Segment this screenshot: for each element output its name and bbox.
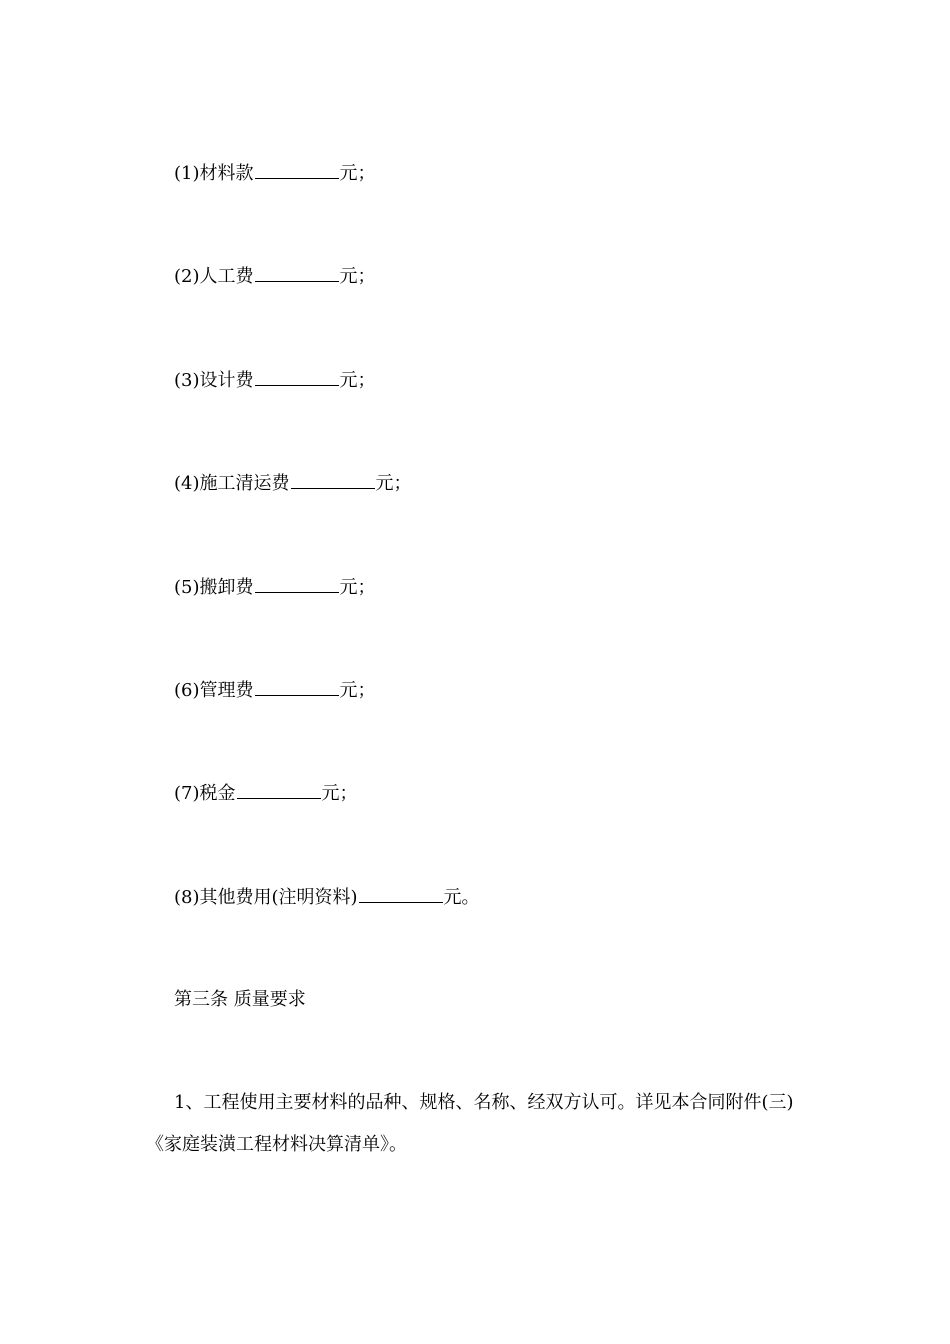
fee-label: (7)税金 — [174, 783, 236, 804]
fill-blank — [291, 470, 375, 489]
fee-label: (6)管理费 — [174, 680, 254, 701]
fee-item-design — [174, 367, 376, 394]
fee-label: (1)材料款 — [174, 163, 254, 184]
fee-suffix: 元； — [339, 163, 376, 184]
fee-suffix: 元； — [339, 577, 376, 598]
fee-suffix: 元； — [375, 473, 412, 494]
fee-item-cleanup — [174, 470, 412, 497]
fill-blank — [237, 780, 321, 799]
fee-suffix: 元； — [339, 680, 376, 701]
fee-label: (4)施工清运费 — [174, 473, 290, 494]
fee-item-other — [174, 884, 480, 911]
fee-suffix: 元； — [339, 370, 376, 391]
fee-suffix: 元。 — [443, 887, 480, 908]
fee-item-labor — [174, 263, 376, 290]
paragraph-quality-materials: 1、工程使用主要材料的品种、规格、名称、经双方认可。详见本合同附件(三)《家庭装潢工程材料决算清单》。 — [146, 1092, 794, 1155]
fee-item-tax — [174, 780, 358, 807]
fill-blank — [255, 160, 339, 179]
fee-item-materials — [174, 160, 376, 187]
fee-label: (2)人工费 — [174, 266, 254, 287]
fee-label: (3)设计费 — [174, 370, 254, 391]
fee-label: (8)其他费用(注明资料) — [174, 887, 358, 908]
fee-suffix: 元； — [321, 783, 358, 804]
fill-blank — [255, 574, 339, 593]
fill-blank — [255, 677, 339, 696]
fill-blank — [359, 884, 443, 903]
section-heading: 第三条 质量要求 — [174, 989, 306, 1010]
fee-label: (5)搬卸费 — [174, 577, 254, 598]
fee-suffix: 元； — [339, 266, 376, 287]
fee-item-handling — [174, 574, 376, 601]
fee-item-management — [174, 677, 376, 704]
fill-blank — [255, 263, 339, 282]
fill-blank — [255, 367, 339, 386]
